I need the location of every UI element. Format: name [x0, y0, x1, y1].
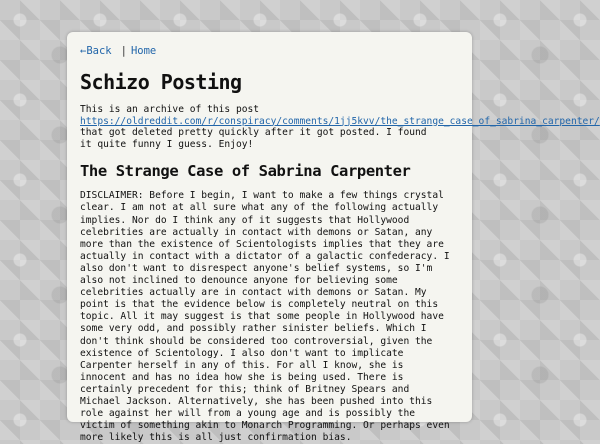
nav-bar: [80, 44, 472, 58]
intro-paragraph: [80, 104, 600, 150]
home-link[interactable]: Home: [130, 45, 157, 57]
intro-tail: that got deleted pretty quickly after it got posted. I found it quite funny I guess. Enjoy!: [80, 127, 427, 150]
source-link[interactable]: https://oldreddit.com/r/conspiracy/comments/1jj5kvv/the_strange_case_of_sabrina_carpenter/: [80, 115, 600, 127]
content-inner: [67, 32, 600, 444]
back-link[interactable]: ←Back: [80, 45, 112, 57]
content-panel: [67, 32, 600, 444]
article-heading: The Strange Case of Sabrina Carpenter: [80, 162, 411, 181]
nav-separator: |: [120, 45, 127, 57]
intro-text: This is an archive of this post: [80, 104, 260, 115]
article-body: DISCLAIMER: Before I begin, I want to make a few things crystal clear. I am not at all sure what any of the following actually implies. Nor do I think any of it suggests that Hollywood celebrities are actually in contact with demons or Satan, any more than the existence of Scientologists implies that they are actually in contact with a dictator of a galactic confederacy. I also don't want to disrespect anyone's belief systems, so I'm also not inclined to denounce anyone for believing some celebrities actually are in contact with demons or Satan. My point is that the evidence below is completely neutral on this topic. All it may suggest is that some people in Hollywood have some very odd, and possibly rather sinister beliefs. Which I don't think should be considered too controversial, given the existence of Scientology. I also don't want to implicate Carpenter herself in any of this. For all I know, she is innocent and has no idea how she is being used. There is certainly precedent for this; think of Britney Spears and Michael Jackson. Alternatively, she has been pushed into this role against her will from a young age and is possibly the victim of something akin to Monarch Programming. Or perhaps even more likely this is all just confirmation bias.: [80, 190, 450, 444]
page-title: Schizo Posting: [80, 70, 242, 94]
